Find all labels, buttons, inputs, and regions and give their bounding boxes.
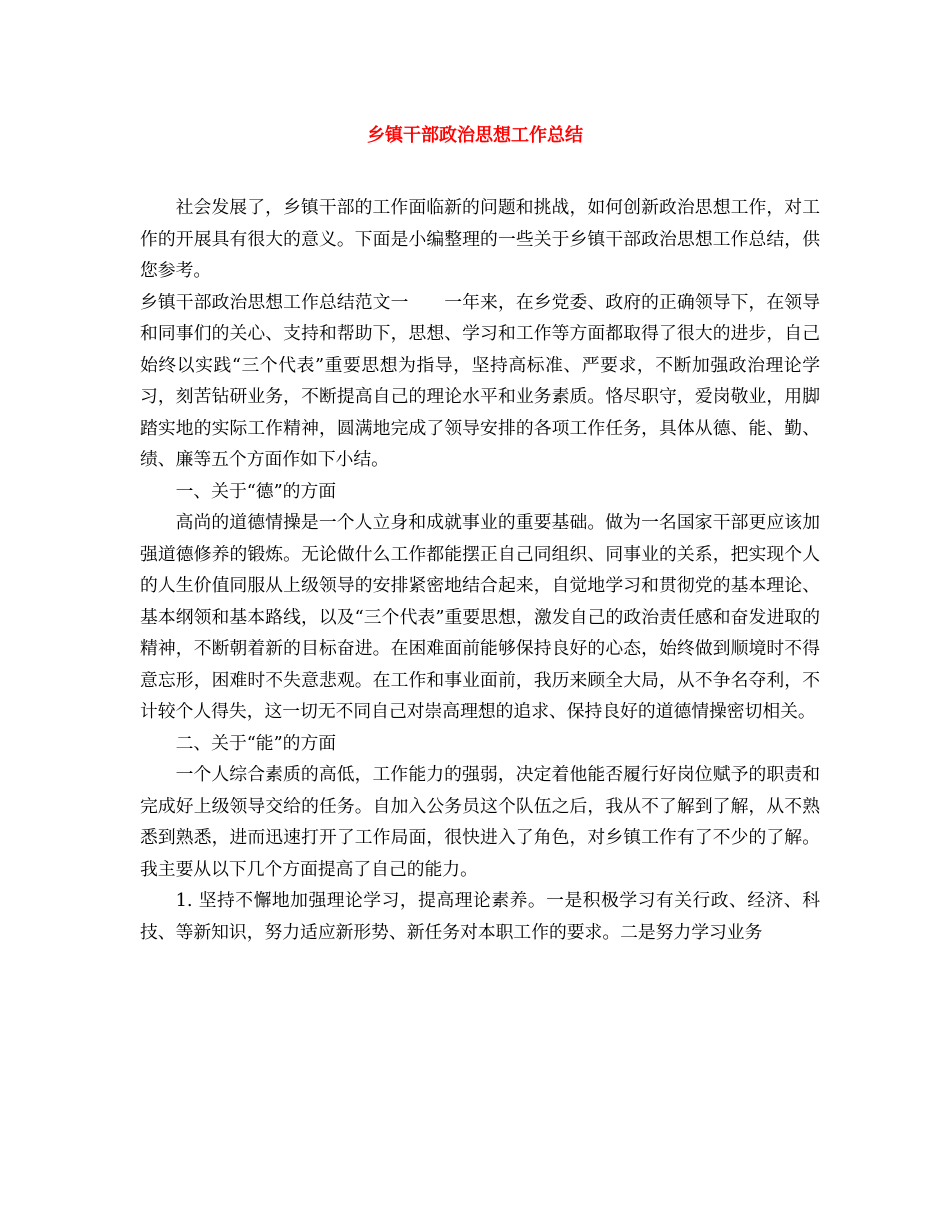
section-heading-de: 一、关于“德”的方面 [175,480,337,502]
document-body [140,192,820,948]
neng-paragraph: 一个人综合素质的高低，工作能力的强弱，决定着他能否履行好岗位赋予的职责和完成好上级领导交给的任务。自加入公务员这个队伍之后，我从不了解到了解，从不熟悉到熟悉，进而迅速打开了工作局面，很快进入了角色，对乡镇工作有了不少的了解。我主要从以下几个方面提高了自己的能力。 [140,764,820,880]
section-heading-neng: 二、关于“能”的方面 [175,732,337,754]
sample-one-paragraph: 乡镇干部政治思想工作总结范文一 一年来，在乡党委、政府的正确领导下，在领导和同事们的关心、支持和帮助下，思想、学习和工作等方面都取得了很大的进步，自己始终以实践“三个代表”重要思想为指导，坚持高标准、严要求，不断加强政治理论学习，刻苦钻研业务，不断提高自己的理论水平和业务素质。恪尽职守，爱岗敬业，用脚踏实地的实际工作精神，圆满地完成了领导安排的各项工作任务，具体从德、能、勤、绩、廉等五个方面作如下小结。 [140,291,820,470]
document-title: 乡镇干部政治思想工作总结 [367,125,583,146]
neng-item-1-paragraph: 1. 坚持不懈地加强理论学习，提高理论素养。一是积极学习有关行政、经济、科技、等新知识，努力适应新形势、新任务对本职工作的要求。二是努力学习业务 [140,890,820,943]
de-paragraph: 高尚的道德情操是一个人立身和成就事业的重要基础。做为一名国家干部更应该加强道德修养的锻炼。无论做什么工作都能摆正自己同组织、同事业的关系，把实现个人的人生价值同服从上级领导的安排紧密地结合起来，自觉地学习和贯彻党的基本理论、基本纲领和基本路线，以及“三个代表”重要思想，激发自己的政治责任感和奋发进取的精神，不断朝着新的目标奋进。在困难面前能够保持良好的心态，始终做到顺境时不得意忘形，困难时不失意悲观。在工作和事业面前，我历来顾全大局，从不争名夺利，不计较个人得失，这一切无不同自己对崇高理想的追求、保持良好的道德情操密切相关。 [140,512,820,722]
intro-paragraph: 社会发展了，乡镇干部的工作面临新的问题和挑战，如何创新政治思想工作，对工作的开展具有很大的意义。下面是小编整理的一些关于乡镇干部政治思想工作总结，供您参考。 [140,197,820,281]
